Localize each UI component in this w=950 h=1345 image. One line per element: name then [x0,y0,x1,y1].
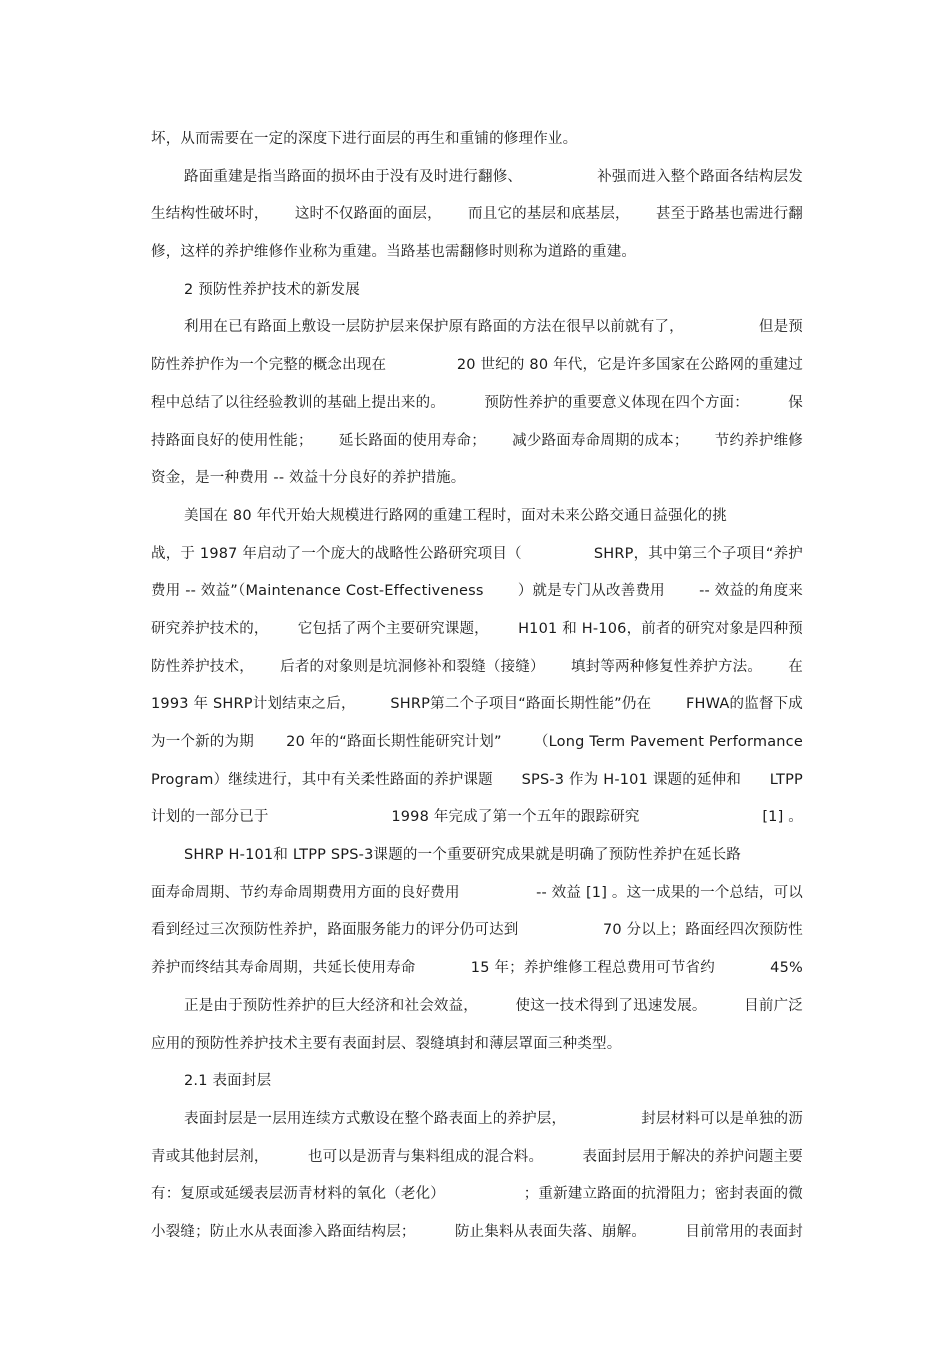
text-line [151,837,803,875]
text-segment: 计划的一部分已于 [151,809,269,826]
text-segment: FHWA的监督下成 [685,696,803,713]
text-segment: 保 [788,394,803,411]
text-segment: 后者的对象则是坑洞修补和裂缝（接缝） [280,658,545,675]
text-segment: 而且它的基层和底基层， [468,206,630,223]
text-line [151,912,803,950]
text-segment: 但是预 [758,319,803,336]
text-segment: SHRP H-101和 LTPP SPS-3课题的一个重要研究成果就是明确了预防性养护在延长路 [184,847,741,864]
text-segment: H101 和 H-106，前者的研究对象是四种预 [518,620,803,637]
text-line [151,234,803,272]
text-segment: 应用的预防性养护技术主要有表面封层、裂缝填封和薄层罩面三种类型。 [151,1035,622,1052]
text-segment: 1998 年完成了第一个五年的跟踪研究 [391,809,640,826]
text-segment: 战，于 1987 年启动了一个庞大的战略性公路研究项目（ [151,545,522,562]
text-line [151,1026,803,1064]
text-line [151,1139,803,1177]
text-line [151,121,803,159]
text-segment: 甚至于路基也需进行翻 [655,206,803,223]
text-segment: 持路面良好的使用性能； [151,432,313,449]
text-line [151,385,803,423]
text-segment: SHRP第二个子项目“路面长期性能”仍在 [390,696,652,713]
text-segment: 资金，是一种费用 -- 效益十分良好的养护措施。 [151,470,466,487]
text-line [151,799,803,837]
text-line [151,950,803,988]
text-line [151,272,803,310]
text-segment: -- 效益 [1] 。这一成果的一个总结，可以 [536,884,803,901]
text-line [151,762,803,800]
text-segment: 目前广泛 [744,997,803,1014]
text-segment: 修，这样的养护维修作业称为重建。当路基也需翻修时则称为道路的重建。 [151,244,637,261]
text-segment: 15 年；养护维修工程总费用可节省约 [470,960,715,977]
text-segment: 20 年的“路面长期性能研究计划” [286,734,502,750]
text-segment: 防性养护技术， [151,658,254,675]
text-segment: 小裂缝；防止水从表面渗入路面结构层； [151,1223,416,1240]
text-line [151,649,803,687]
text-segment: 预防性养护的重要意义体现在四个方面： [484,394,749,411]
text-line [151,498,803,536]
text-segment: 研究养护技术的， [151,620,269,637]
text-segment: 补强而进入整个路面各结构层发 [597,168,803,185]
text-segment: ；重新建立路面的抗滑阻力；密封表面的微 [523,1186,803,1203]
text-line [151,1063,803,1101]
text-line [151,686,803,724]
text-segment: 费用 -- 效益”（Maintenance Cost-Effectiveness [151,583,484,600]
text-segment: 防止集料从表面失落、崩解。 [454,1223,647,1240]
text-segment: 2 预防性养护技术的新发展 [184,281,360,298]
text-line [151,875,803,913]
text-segment: 填封等两种修复性养护方法。 [570,658,763,675]
text-segment: 节约养护维修 [714,432,803,449]
text-segment: 表面封层用于解决的养护问题主要 [582,1148,803,1165]
text-segment: 70 分以上；路面经四次预防性 [602,922,803,939]
text-segment: 正是由于预防性养护的巨大经济和社会效益， [184,997,478,1014]
text-segment: 防性养护作为一个完整的概念出现在 [151,357,387,374]
text-segment: 养护而终结其寿命周期，共延长使用寿命 [151,960,416,977]
text-line [151,536,803,574]
text-segment: 美国在 80 年代开始大规模进行路网的重建工程时，面对未来公路交通日益强化的挑 [184,507,727,524]
text-line [151,196,803,234]
text-segment: 封层材料可以是单独的沥 [641,1110,803,1127]
text-segment: 生结构性破坏时， [151,206,269,223]
text-segment: 延长路面的使用寿命； [338,432,486,449]
text-segment: 使这一技术得到了迅速发展。 [515,997,707,1014]
text-segment: 1993 年 SHRP计划结束之后， [151,696,356,713]
text-segment: Program）继续进行，其中有关柔性路面的养护课题 [151,771,493,788]
text-segment: -- 效益的角度来 [699,583,803,600]
text-segment: 利用在已有路面上敷设一层防护层来保护原有路面的方法在很早以前就有了， [184,319,684,336]
text-segment: 为一个新的为期 [151,734,254,750]
text-segment: 2.1 表面封层 [184,1073,272,1090]
text-line [151,1214,803,1252]
text-segment: SPS-3 作为 H-101 课题的延伸和 [521,771,742,788]
text-segment: LTPP [769,771,803,788]
text-segment: 看到经过三次预防性养护，路面服务能力的评分仍可达到 [151,922,519,939]
text-segment: SHRP，其中第三个子项目“养护 [593,545,803,562]
text-segment: 20 世纪的 80 年代，它是许多国家在公路网的重建过 [456,357,803,374]
text-segment: 减少路面寿命周期的成本； [512,432,689,449]
text-segment: 这时不仅路面的面层， [294,206,442,223]
document-body [151,121,803,1252]
text-segment: （Long Term Pavement Performance [533,734,803,750]
text-line [151,1176,803,1214]
text-line [151,347,803,385]
text-segment: 在 [788,658,803,675]
text-line [151,573,803,611]
text-segment: 路面重建是指当路面的损坏由于没有及时进行翻修、 [184,168,523,185]
text-segment: 也可以是沥青与集料组成的混合料。 [307,1148,544,1165]
text-segment: [1] 。 [762,809,803,826]
text-segment: 目前常用的表面封 [685,1223,803,1240]
text-line [151,460,803,498]
text-line [151,724,803,762]
text-line [151,309,803,347]
text-line [151,423,803,461]
text-segment: 45% [770,960,803,977]
text-segment: ）就是专门从改善费用 [517,583,665,600]
text-segment: 青或其他封层剂， [151,1148,269,1165]
text-segment: 面寿命周期、节约寿命周期费用方面的良好费用 [151,884,460,901]
text-segment: 表面封层是一层用连续方式敷设在整个路表面上的养护层， [184,1110,567,1127]
text-line [151,1101,803,1139]
text-segment: 坏，从而需要在一定的深度下进行面层的再生和重铺的修理作业。 [151,131,578,147]
text-line [151,611,803,649]
text-segment: 程中总结了以往经验教训的基础上提出来的。 [151,394,445,411]
text-line [151,159,803,197]
text-segment: 有：复原或延缓表层沥青材料的氧化（老化） [151,1186,445,1203]
text-segment: 它包括了两个主要研究课题， [297,620,489,637]
text-line [151,988,803,1026]
